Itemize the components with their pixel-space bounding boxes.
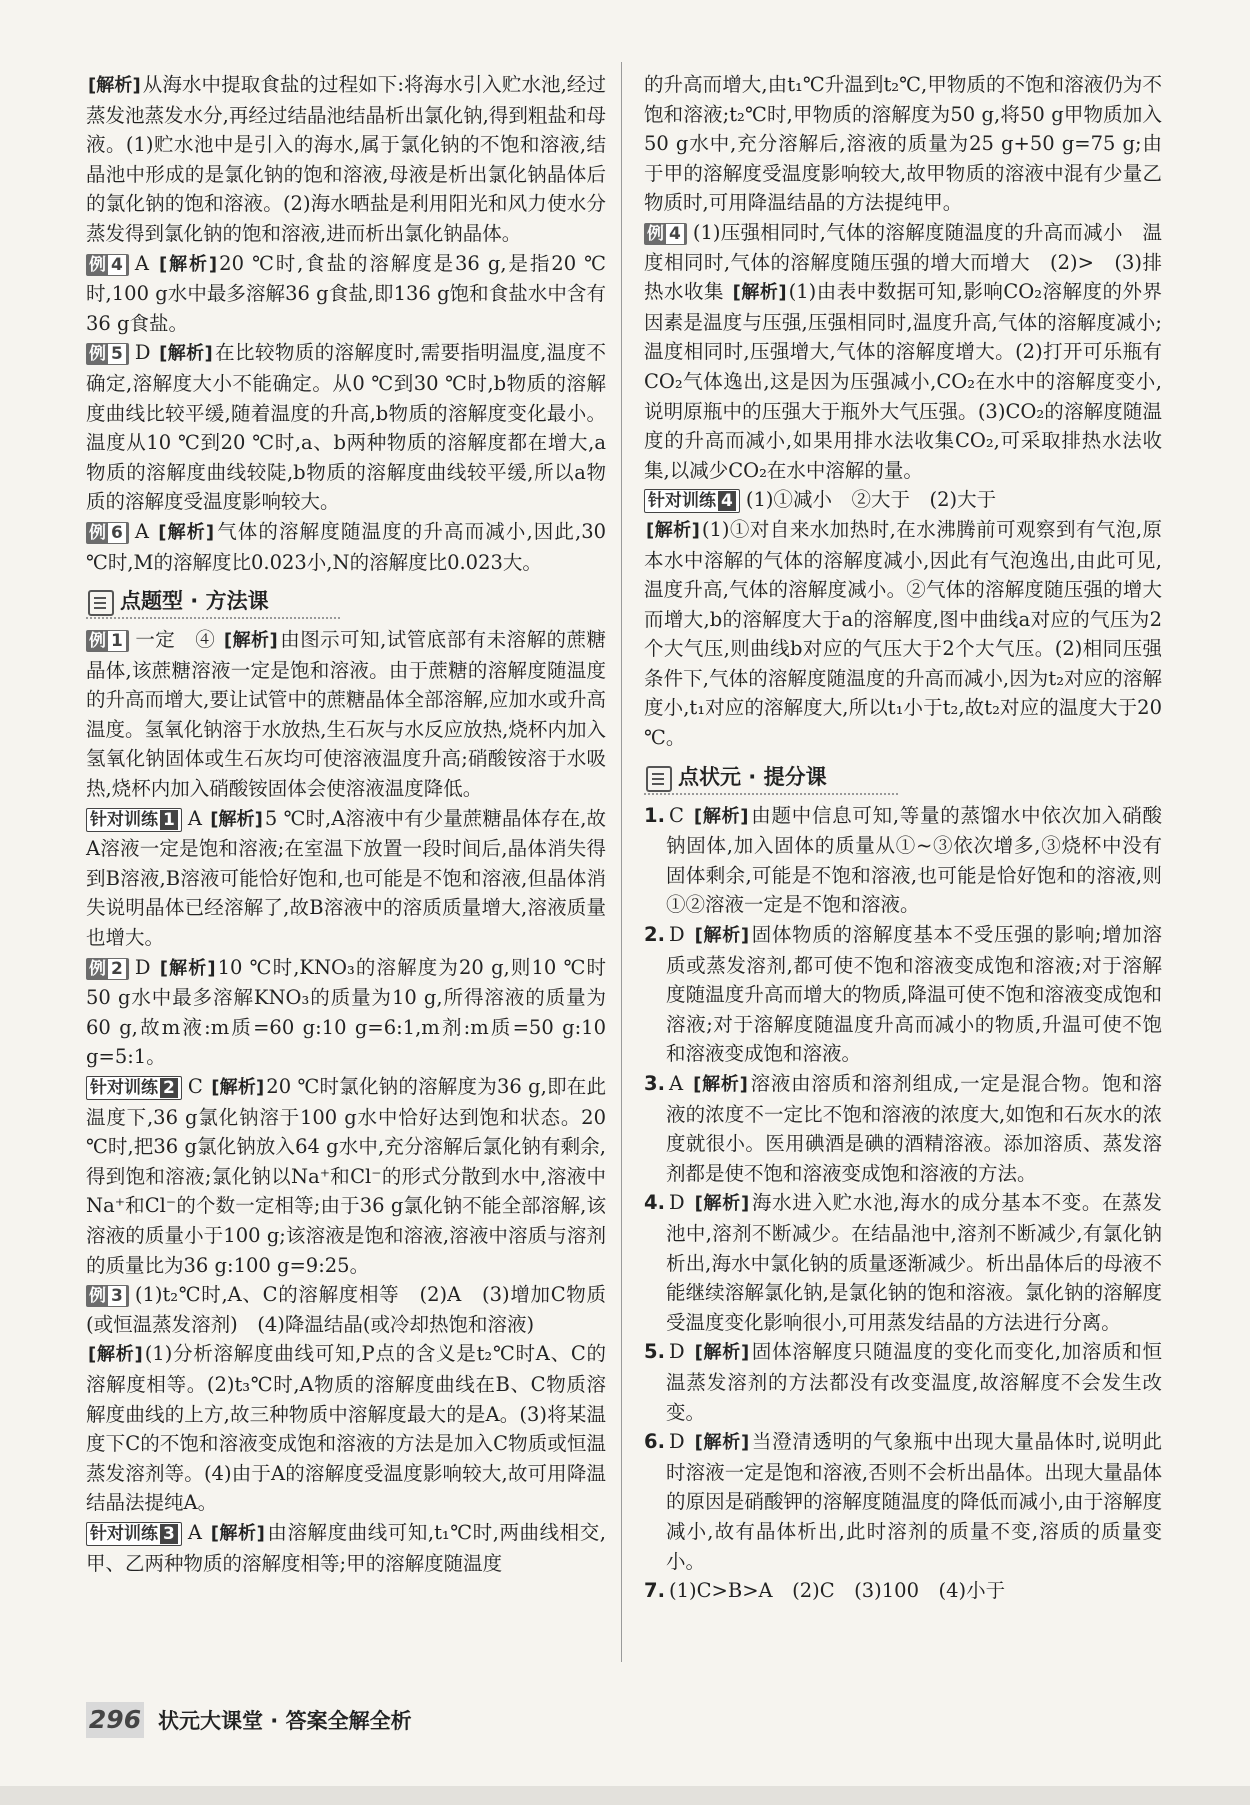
practice-tag: 针对训练 1 <box>86 808 182 832</box>
practice-tag: 针对训练 4 <box>644 489 740 513</box>
numbered-answer-list <box>644 801 1162 1606</box>
answer-text: 由题中信息可知,等量的蒸馏水中依次加入硝酸钠固体,加入固体的质量从①~③依次增多,③烧杯中没有固体剩余,可能是不饱和溶液,也可能是恰好饱和的溶液,则①②溶液一定是不饱和溶液。 <box>666 803 1163 917</box>
practice-tag: 针对训练 3 <box>86 1522 182 1546</box>
answer-block <box>86 953 606 1072</box>
answer-block <box>86 1280 606 1339</box>
answer-choice: C <box>668 803 684 827</box>
answer-block <box>86 804 606 953</box>
answer-text: 固体物质的溶解度基本不受压强的影响;增加溶质或蒸发溶剂,都可使不饱和溶液变成饱和溶液;对于溶解度随温度升高而增大的物质,降温可使不饱和溶液变成饱和溶液;对于溶解度随温度升高而减小的物质,升温可使不饱和溶液变成饱和溶液。 <box>666 923 1162 1066</box>
notebook-icon <box>646 766 672 792</box>
answer-choice: D <box>668 1191 685 1215</box>
answer-block <box>86 1072 606 1280</box>
analysis-label: [解析] <box>159 253 218 275</box>
answer-choice: D <box>668 1430 685 1454</box>
answer-block <box>644 485 1162 515</box>
example-tag: 例 1 <box>86 630 129 652</box>
answer-text: (1)分析溶解度曲线可知,P点的含义是t₂℃时A、C的溶解度相等。(2)t₃℃时,A物质的溶解度曲线在B、C物质溶解度曲线的上方,故三种物质中溶解度最大的是A。(3)将某温度下C的不饱和溶液变成饱和溶液的方法是加入C物质或恒温蒸发溶剂等。(4)由于A的溶解度受温度影响较大,故可用降温结晶法提纯A。 <box>86 1342 607 1515</box>
example-tag: 例 6 <box>86 522 129 544</box>
analysis-label: [解析] <box>211 1077 265 1098</box>
column-divider <box>621 62 622 1662</box>
answer-text: 10 ℃时,KNO₃的溶解度为20 g,则10 ℃时50 g水中最多溶解KNO₃的质量为10 g,所得溶液的质量为60 g,故 <box>86 955 606 1039</box>
answer-choice: A <box>187 806 202 830</box>
analysis-label: [解析] <box>732 282 787 304</box>
answer-choice: C <box>187 1075 203 1098</box>
analysis-label: [解析] <box>693 805 749 827</box>
answer-choice: A <box>187 1520 202 1544</box>
numbered-answer-item <box>644 1188 1162 1337</box>
book-icon <box>88 590 114 616</box>
section-heading-text: 点状元 · 提分课 <box>678 764 827 789</box>
answer-choice: D <box>134 955 151 979</box>
answer-block <box>86 625 606 804</box>
numbered-answer-item <box>644 1069 1162 1188</box>
analysis-label: [解析] <box>159 343 213 365</box>
analysis-label: [解析] <box>693 1074 748 1095</box>
answer-text: 5 ℃时,A溶液中有少量蔗糖晶体存在,故A溶液一定是饱和溶液;在室温下放置一段时间后,晶体消失得到B溶液,B溶液可能恰好饱和,也可能是不饱和溶液,但晶体消失说明晶体已经溶解了,故B溶液中的溶质质量增大,溶液质量也增大。 <box>86 806 607 950</box>
example-tag: 例 4 <box>86 254 129 276</box>
item-number: 3. <box>644 1072 665 1095</box>
page-bottom-edge <box>0 1786 1250 1805</box>
item-number: 6. <box>644 1430 665 1454</box>
footer-title: 状元大课堂 · 答案全解全析 <box>158 1709 412 1733</box>
answer-text: (1)t₂℃时,A、C的溶解度相等 (2)A (3)增加C物质(或恒温蒸发溶剂) (4)降温结晶(或冷却热饱和溶液) <box>86 1283 606 1336</box>
answer-block <box>86 70 606 249</box>
item-number: 7. <box>644 1579 665 1603</box>
analysis-label: [解析] <box>210 1522 265 1544</box>
analysis-label: [解析] <box>694 1193 750 1215</box>
numbered-answer-item <box>644 801 1162 920</box>
answer-block <box>86 1339 606 1518</box>
analysis-label: [解析] <box>694 1342 750 1364</box>
analysis-label: [解析] <box>694 925 750 947</box>
answer-text: 在比较物质的溶解度时,需要指明温度,温度不确定,溶解度大小不能确定。从0 ℃到30 ℃时,b物质的溶解度曲线比较平缓,随着温度的升高,b物质的溶解度变化最小。温度从10 ℃到20 ℃时,a、b两种物质的溶解度都在增大,a物质的溶解度曲线较陡,b物质的溶解度曲线较平缓,所以a物质的溶解度受温度影响较大。 <box>86 341 607 514</box>
answer-block <box>644 218 1162 485</box>
answer-choice: A <box>134 251 149 275</box>
answer-block <box>644 70 1162 218</box>
numbered-answer-item <box>644 920 1162 1069</box>
answer-text: 由溶解度曲线可知,t₁℃时,两曲线相交,甲、乙两种物质的溶解度相等;甲的溶解度随温度 <box>86 1520 606 1575</box>
answer-text: 溶液由溶质和溶剂组成,一定是混合物。饱和溶液的浓度不一定比不饱和溶液的浓度大,如饱和石灰水的浓度就很小。医用碘酒是碘的酒精溶液。添加溶质、蒸发溶剂都是使不饱和溶液变成饱和溶液的方法。 <box>666 1072 1163 1185</box>
answer-block <box>86 1518 606 1578</box>
analysis-label: [解析] <box>159 957 216 979</box>
answer-block <box>86 338 606 517</box>
answer-text: 的升高而增大,由t₁℃升温到t₂℃,甲物质的不饱和溶液仍为不饱和溶液;t₂℃时,甲物质的溶解度为50 g,将50 g甲物质加入50 g水中,充分溶解后,溶液的质量为25 g+50 g=75 g;由于甲的溶解度受温度影响较大,故甲物质的溶液中混有少量乙物质时,可用降温结晶的方法提纯甲。 <box>644 73 1162 215</box>
answer-choice: A <box>668 1072 684 1095</box>
answer-text: (1)C>B>A (2)C (3)100 (4)小于 <box>668 1579 1006 1603</box>
analysis-label: [解析] <box>646 519 700 541</box>
analysis-label: [解析] <box>88 75 141 96</box>
answer-choice: D <box>668 923 685 947</box>
answer-text: 从海水中提取食盐的过程如下:将海水引入贮水池,经过蒸发池蒸发水分,再经过结晶池结晶析出氯化钠,得到粗盐和母液。(1)贮水池中是引入的海水,属于氯化钠的不饱和溶液,结晶池中形成的是氯化钠的饱和溶液,母液是析出氯化钠晶体后的氯化钠的饱和溶液。(2)海水晒盐是利用阳光和风力使水分蒸发得到氯化钠的饱和溶液,进而析出氯化钠晶体。 <box>86 73 606 245</box>
example-tag: 例 3 <box>86 1285 129 1307</box>
item-number: 1. <box>644 803 665 827</box>
answer-formula: m液:m质=60 g:10 g=6:1,m剂:m质=50 g:10 g=5:1。 <box>86 1015 606 1069</box>
answer-text: (1)①减小 ②大于 (2)大于 <box>745 488 997 512</box>
answer-text: (1)压强相同时,气体的溶解度随温度的升高而减小 温度相同时,气体的溶解度随压强的增大而增大 (2)> (3)排热水收集 <box>644 220 1162 304</box>
example-tag: 例 2 <box>86 958 129 980</box>
answer-block <box>86 517 606 577</box>
answer-block <box>644 515 1162 753</box>
analysis-label: [解析] <box>210 808 263 830</box>
page-number: 296 <box>86 1702 144 1738</box>
right-column <box>644 70 1162 1606</box>
section-heading-text: 点题型 · 方法课 <box>120 589 269 614</box>
analysis-label: [解析] <box>88 1344 143 1366</box>
answer-choice: D <box>134 341 151 365</box>
section-heading <box>86 585 340 619</box>
example-tag: 例 5 <box>86 343 129 365</box>
answer-choice: 一定 ④ <box>134 628 216 652</box>
example-tag: 例 4 <box>644 223 687 245</box>
answer-choice: D <box>668 1340 685 1364</box>
answer-text: 气体的溶解度随温度的升高而减小,因此,30 ℃时,M的溶解度比0.023小,N的溶解度比0.023大。 <box>86 519 607 574</box>
left-column <box>86 70 606 1578</box>
answer-text: 当澄清透明的气象瓶中出现大量晶体时,说明此时溶液一定是饱和溶液,否则不会析出晶体。出现大量晶体的原因是硝酸钾的溶解度随温度的降低而减小,由于溶解度减小,故有晶体析出,此时溶剂的质量不变,溶质的质量变小。 <box>666 1430 1162 1573</box>
item-number: 5. <box>644 1340 665 1364</box>
answer-text: 由图示可知,试管底部有未溶解的蔗糖晶体,该蔗糖溶液一定是饱和溶液。由于蔗糖的溶解度随温度的升高而增大,要让试管中的蔗糖晶体全部溶解,应加水或升高温度。氢氧化钠溶于水放热,生石灰与水反应放热,烧杯内加入氢氧化钠固体或生石灰均可使溶液温度升高;硝酸铵溶于水吸热,烧杯内加入硝酸铵固体会使溶液温度降低。 <box>86 628 606 801</box>
section-heading <box>644 761 898 795</box>
item-number: 2. <box>644 923 665 947</box>
analysis-label: [解析] <box>694 1432 750 1454</box>
item-number: 4. <box>644 1191 665 1215</box>
answer-text: 20 ℃时氯化钠的溶解度为36 g,即在此温度下,36 g氯化钠溶于100 g水中恰好达到饱和状态。20 ℃时,把36 g氯化钠放入64 g水中,充分溶解后氯化钠有剩余,得到饱和溶液;氯化钠以Na⁺和Cl⁻的形式分散到水中,溶液中Na⁺和Cl⁻的个数一定相等;由于36 g氯化钠不能全部溶解,该溶液的质量小于100 g;该溶液是饱和溶液,溶液中溶质与溶剂的质量比为36 g:100 g=9:25。 <box>86 1075 606 1277</box>
analysis-label: [解析] <box>158 521 215 543</box>
answer-block <box>86 249 606 339</box>
answer-text: 20 ℃时,食盐的溶解度是36 g,是指20 ℃时,100 g水中最多溶解36 g食盐,即136 g饱和食盐水中含有36 g食盐。 <box>86 251 607 335</box>
answer-choice: A <box>134 519 149 543</box>
answer-text: 固体溶解度只随温度的变化而变化,加溶质和恒温蒸发溶剂的方法都没有改变温度,故溶解度不会发生改变。 <box>666 1340 1162 1424</box>
answer-text: (1)①对自来水加热时,在水沸腾前可观察到有气泡,原本水中溶解的气体的溶解度减小,因此有气泡逸出,由此可见,温度升高,气体的溶解度减小。②气体的溶解度随压强的增大而增大,b的溶解度大于a的溶解度,图中曲线a对应的气压为2个大气压,则曲线b对应的气压大于2个大气压。(2)相同压强条件下,气体的溶解度随温度的升高而减小,因为t₂对应的溶解度小,t₁对应的溶解度大,所以t₁小于t₂,故t₂对应的温度大于20 ℃。 <box>644 517 1162 750</box>
numbered-answer-item <box>644 1337 1162 1427</box>
practice-tag: 针对训练 2 <box>86 1076 182 1100</box>
numbered-answer-item <box>644 1427 1162 1576</box>
numbered-answer-item <box>644 1576 1162 1606</box>
answer-text: 海水进入贮水池,海水的成分基本不变。在蒸发池中,溶剂不断减少。在结晶池中,溶剂不断减少,有氯化钠析出,海水中氯化钠的质量逐渐减少。析出晶体后的母液不能继续溶解氯化钠,是氯化钠的饱和溶液。氯化钠的溶解度受温度变化影响很小,可用蒸发结晶的方法进行分离。 <box>666 1191 1162 1334</box>
analysis-label: [解析] <box>223 630 278 652</box>
answer-text: (1)由表中数据可知,影响CO₂溶解度的外界因素是温度与压强,压强相同时,温度升高,气体的溶解度减小;温度相同时,压强增大,气体的溶解度增大。(2)打开可乐瓶有CO₂气体逸出,这是因为压强减小,CO₂在水中的溶解度变小,说明原瓶中的压强大于瓶外大气压强。(3)CO₂的溶解度随温度的升高而减小,如果用排水法收集CO₂,可采取排热水法收集,以减少CO₂在水中溶解的量。 <box>644 280 1163 482</box>
